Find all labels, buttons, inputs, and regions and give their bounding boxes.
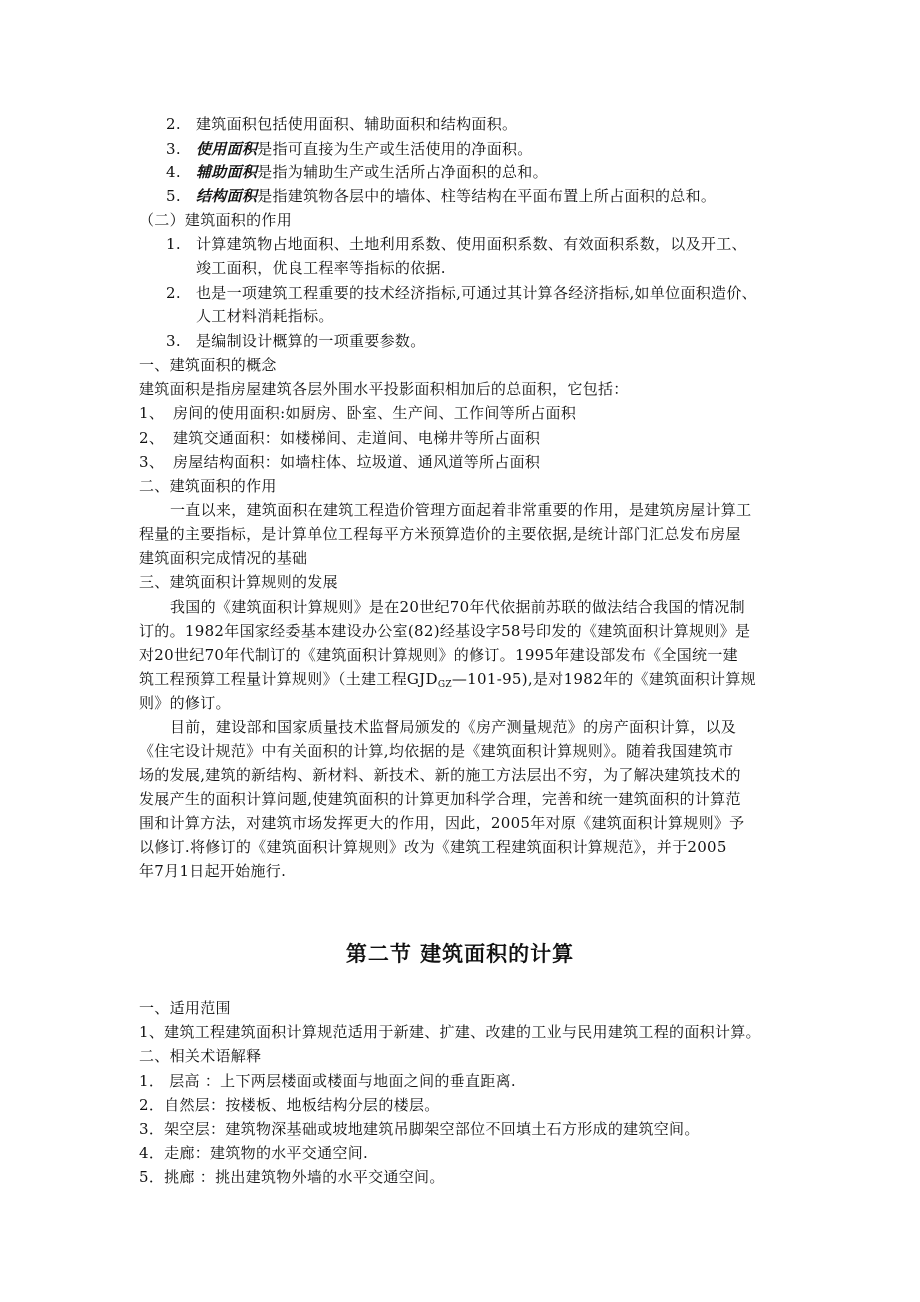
paragraph-line: 年7月1日起开始施行.	[139, 862, 287, 880]
paragraph-line: 发展产生的面积计算问题,使建筑面积的计算更加科学合理，完善和统一建筑面积的计算范	[139, 790, 741, 808]
paragraph-line: 以修订.将修订的《建筑面积计算规则》改为《建筑工程建筑面积计算规范》，并于2005	[139, 838, 727, 856]
paragraph-line: 一直以来，建筑面积在建筑工程造价管理方面起着非常重要的作用，是建筑房屋计算工	[170, 501, 752, 519]
paragraph-line: 《住宅设计规范》中有关面积的计算,均依据的是《建筑面积计算规则》。随着我国建筑市	[139, 742, 734, 760]
paragraph: 1、建筑工程建筑面积计算规范适用于新建、扩建、改建的工业与民用建筑工程的面积计算。	[139, 1023, 761, 1041]
list-item: 2．自然层：按楼板、地板结构分层的楼层。	[139, 1096, 440, 1114]
paragraph-line: 对20世纪70年代制订的《建筑面积计算规则》的修订。1995年建设部发布《全国统一建	[139, 646, 738, 664]
paragraph-line: 场的发展,建筑的新结构、新材料、新技术、新的施工方法层出不穷，为了解决建筑技术的	[139, 766, 741, 784]
list-item-continuation: 竣工面积，优良工程率等指标的依据.	[196, 259, 446, 277]
section-heading: （二）建筑面积的作用	[139, 211, 293, 229]
term-label: 辅助面积	[196, 163, 258, 181]
paragraph-line: 筑工程预算工程量计算规则》（土建工程$GJD_{GZ}—101-95$),是对1982年的《建筑面积计算规	[139, 670, 756, 690]
paragraph-line: 目前，建设部和国家质量技术监督局颁发的《房产测量规范》的房产面积计算，以及	[170, 718, 737, 736]
heading: 一、适用范围	[139, 999, 231, 1017]
list-item: 1． 层高 ：上下两层楼面或楼面与地面之间的垂直距离.	[139, 1072, 516, 1090]
paragraph-line: 我国的《建筑面积计算规则》是在20世纪70年代依据前苏联的做法结合我国的情况制	[170, 598, 745, 616]
heading: 三、建筑面积计算规则的发展	[139, 573, 338, 591]
list-item: 3．架空层：建筑物深基础或坡地建筑吊脚架空部位不回填土石方形成的建筑空间。	[139, 1120, 700, 1138]
term-label: 使用面积	[196, 140, 258, 158]
heading: 二、建筑面积的作用	[139, 477, 277, 495]
term-label: 结构面积	[196, 187, 258, 205]
paragraph-line: 建筑面积完成情况的基础	[139, 549, 308, 567]
list-item: 2. 建筑面积包括使用面积、辅助面积和结构面积。	[166, 115, 518, 133]
list-item-continuation: 人工材料消耗指标。	[196, 307, 334, 325]
list-item: 3. 是编制设计概算的一项重要参数。	[166, 332, 426, 350]
paragraph: 建筑面积是指房屋建筑各层外围水平投影面积相加后的总面积，它包括：	[139, 380, 629, 398]
list-item: 3、 房屋结构面积：如墙柱体、垃圾道、通风道等所占面积	[139, 453, 541, 471]
paragraph-line: 围和计算方法，对建筑市场发挥更大的作用，因此，2005年对原《建筑面积计算规则》予	[139, 814, 745, 832]
section-title: 第二节 建筑面积的计算	[345, 942, 575, 966]
list-item: 5．挑廊 ：挑出建筑物外墙的水平交通空间。	[139, 1168, 445, 1186]
list-item: 5. 结构面积是指建筑物各层中的墙体、柱等结构在平面布置上所占面积的总和。	[166, 187, 717, 205]
list-item: 1. 计算建筑物占地面积、土地利用系数、使用面积系数、有效面积系数，以及开工、	[166, 235, 747, 253]
list-item: 4. 辅助面积是指为辅助生产或生活所占净面积的总和。	[166, 163, 548, 181]
heading: 一、建筑面积的概念	[139, 356, 277, 374]
paragraph-line: 程量的主要指标，是计算单位工程每平方米预算造价的主要依据,是统计部门汇总发布房屋	[139, 525, 741, 543]
list-item: 1、 房间的使用面积:如厨房、卧室、生产间、工作间等所占面积	[139, 404, 577, 422]
list-item: 4．走廊：建筑物的水平交通空间.	[139, 1144, 369, 1162]
list-item: 2. 也是一项建筑工程重要的技术经济指标,可通过其计算各经济指标,如单位面积造价、	[166, 284, 757, 302]
paragraph-line: 则》的修订。	[139, 694, 231, 712]
list-item: 2、 建筑交通面积：如楼梯间、走道间、电梯井等所占面积	[139, 429, 541, 447]
heading: 二、相关术语解释	[139, 1047, 262, 1065]
list-item: 3. 使用面积是指可直接为生产或生活使用的净面积。	[166, 140, 533, 158]
paragraph-line: 订的。1982年国家经委基本建设办公室(82)经基设字58号印发的《建筑面积计算规则》是	[139, 622, 751, 640]
